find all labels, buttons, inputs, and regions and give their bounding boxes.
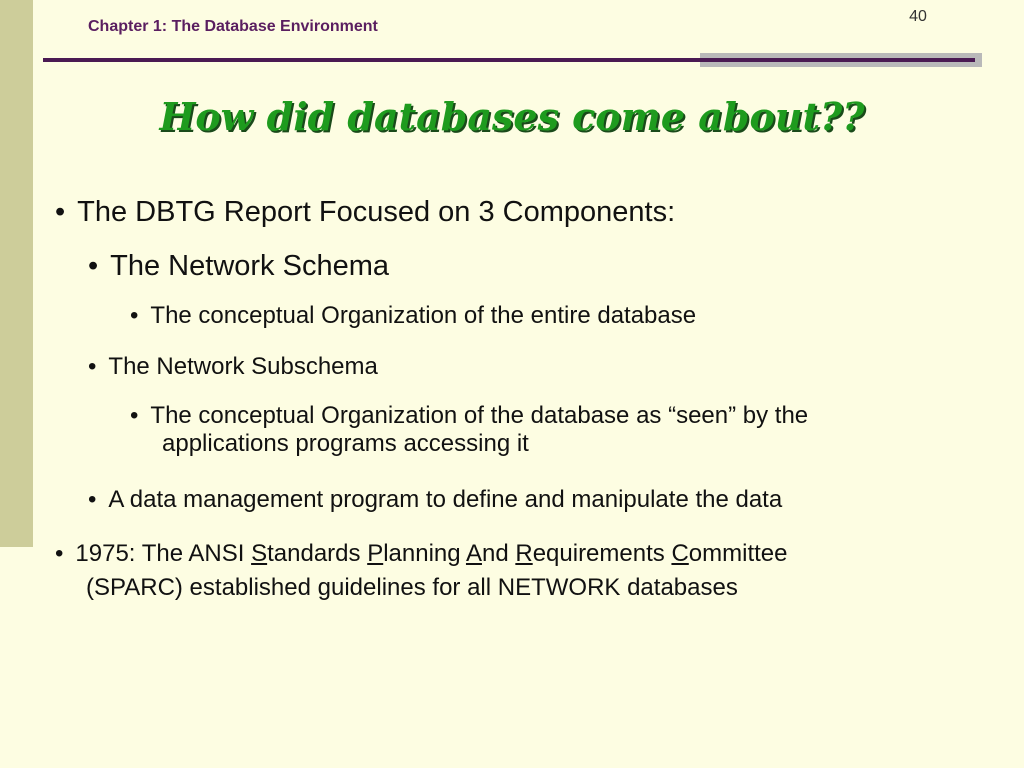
bullet-dbtg-report xyxy=(55,196,675,229)
bullet-text: The Network Schema xyxy=(110,250,389,282)
bullet-text: The conceptual Organization of the entire database xyxy=(150,302,697,329)
sparc-word: nd xyxy=(481,540,516,567)
bullet-data-management xyxy=(88,486,782,514)
bullet-icon: • xyxy=(55,540,64,567)
side-accent-bar xyxy=(0,0,33,547)
acronym-letter-a: A xyxy=(465,540,482,567)
acronym-letter-s: S xyxy=(251,540,268,567)
bullet-icon: • xyxy=(130,302,139,329)
bullet-icon: • xyxy=(88,486,97,513)
bullet-sparc xyxy=(55,540,787,568)
acronym-letter-c: C xyxy=(671,540,689,567)
bullet-text: The conceptual Organization of the database as “seen” by the xyxy=(150,402,809,429)
bullet-text: A data management program to define and manipulate the data xyxy=(108,486,783,513)
slide-title: How did databases come about?? xyxy=(159,94,865,139)
chapter-header: Chapter 1: The Database Environment xyxy=(88,18,378,35)
sparc-word: tandards xyxy=(267,540,368,567)
bullet-schema-desc xyxy=(130,302,696,330)
header-rule-segment xyxy=(700,58,975,62)
acronym-letter-p: P xyxy=(367,540,384,567)
bullet-subschema-desc-cont: applications programs accessing it xyxy=(162,430,529,457)
page-number: 40 xyxy=(909,8,927,25)
sparc-word: ommittee xyxy=(688,540,788,567)
bullet-icon: • xyxy=(130,402,139,429)
bullet-sparc-cont: (SPARC) established guidelines for all NETWORK databases xyxy=(86,574,738,601)
acronym-letter-r: R xyxy=(515,540,533,567)
bullet-icon: • xyxy=(55,196,66,228)
bullet-subschema-desc xyxy=(130,402,808,430)
bullet-icon: • xyxy=(88,353,97,380)
bullet-network-subschema xyxy=(88,353,378,381)
sparc-prefix: 1975: The ANSI xyxy=(75,540,252,567)
sparc-word: equirements xyxy=(532,540,672,567)
sparc-word: lanning xyxy=(383,540,466,567)
bullet-network-schema xyxy=(88,250,389,283)
bullet-text: The DBTG Report Focused on 3 Components: xyxy=(77,196,676,228)
bullet-text: The Network Subschema xyxy=(108,353,378,380)
bullet-icon: • xyxy=(88,250,99,282)
